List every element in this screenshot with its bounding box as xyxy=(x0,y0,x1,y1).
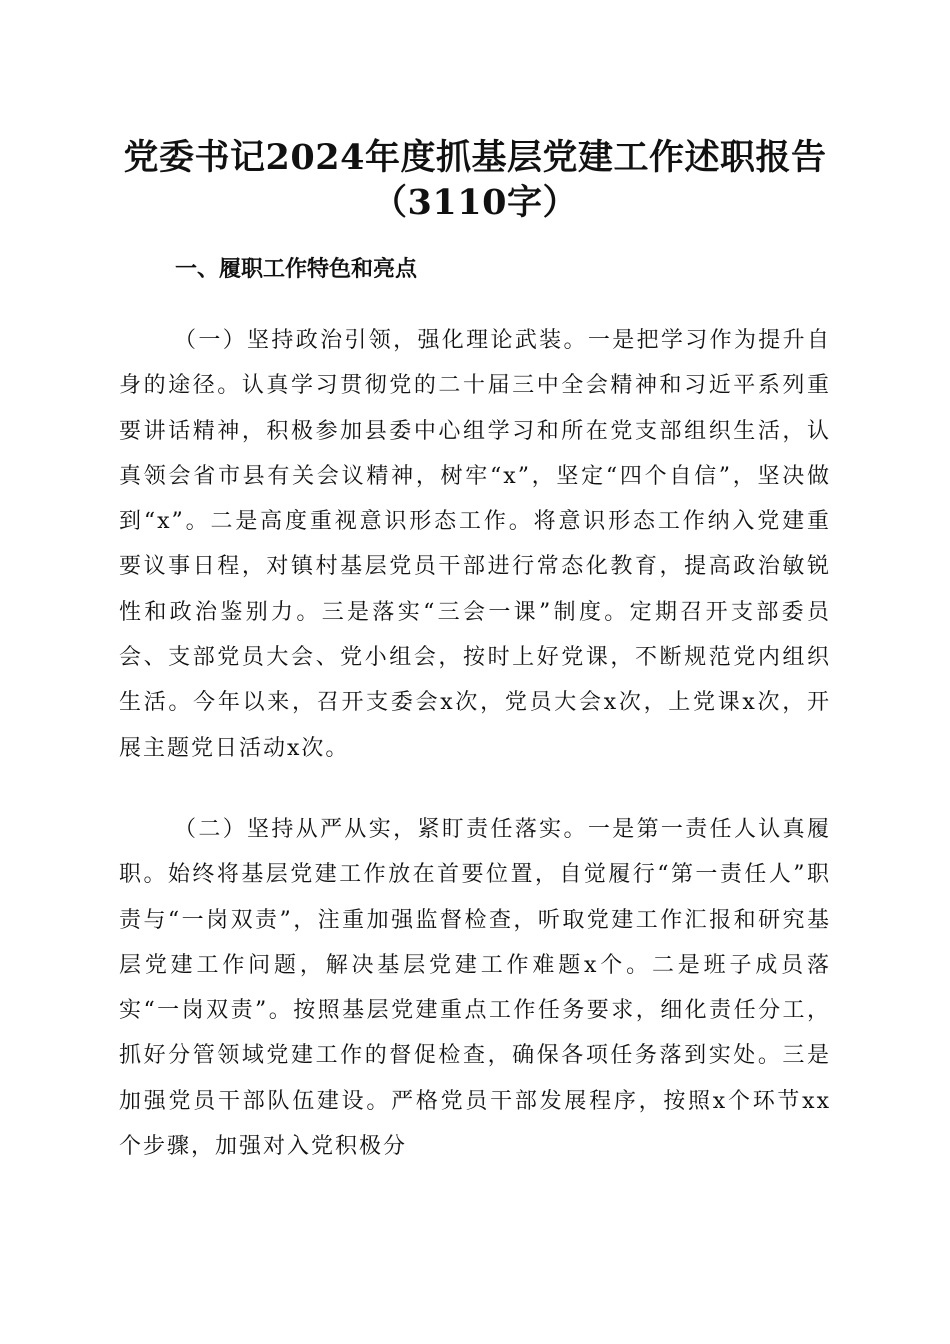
paragraph-2-text: 一是第一责任人认真履职。始终将基层党建工作放在首要位置，自觉履行“第一责任人”职责与“一岗双责”，注重加强监督检查，听取党建工作汇报和研究基层党建工作问题，解决基层党建工作难题x个。二是班子成员落实“一岗双责”。按照基层党建重点工作任务要求，细化责任分工，抓好分管领域党建工作的督促检查，确保各项任务落到实处。三是加强党员干部队伍建设。严格党员干部发展程序，按照x个环节xx个步骤，加强对入党积极分 xyxy=(119,817,831,1160)
paragraph-2 xyxy=(119,807,831,1169)
section-heading: 一、履职工作特色和亮点 xyxy=(175,257,418,282)
paragraph-1-lead: （一）坚持政治引领，强化理论武装。 xyxy=(174,328,588,353)
paragraph-1-text: 一是把学习作为提升自身的途径。认真学习贯彻党的二十届三中全会精神和习近平系列重要讲话精神，积极参加县委中心组学习和所在党支部组织生活，认真领会省市县有关会议精神，树牢“x”，坚定“四个自信”，坚决做到“x”。二是高度重视意识形态工作。将意识形态工作纳入党建重要议事日程，对镇村基层党员干部进行常态化教育，提高政治敏锐性和政治鉴别力。三是落实“三会一课”制度。定期召开支部委员会、支部党员大会、党小组会，按时上好党课，不断规范党内组织生活。今年以来，召开支委会x次，党员大会x次，上党课x次，开展主题党日活动x次。 xyxy=(119,328,831,761)
document-subtitle-word-count: （3110字） xyxy=(372,182,578,223)
paragraph-2-lead: （二）坚持从严从实，紧盯责任落实。 xyxy=(174,817,588,842)
paragraph-1 xyxy=(119,318,831,771)
document-title: 党委书记2024年度抓基层党建工作述职报告 xyxy=(123,137,827,178)
